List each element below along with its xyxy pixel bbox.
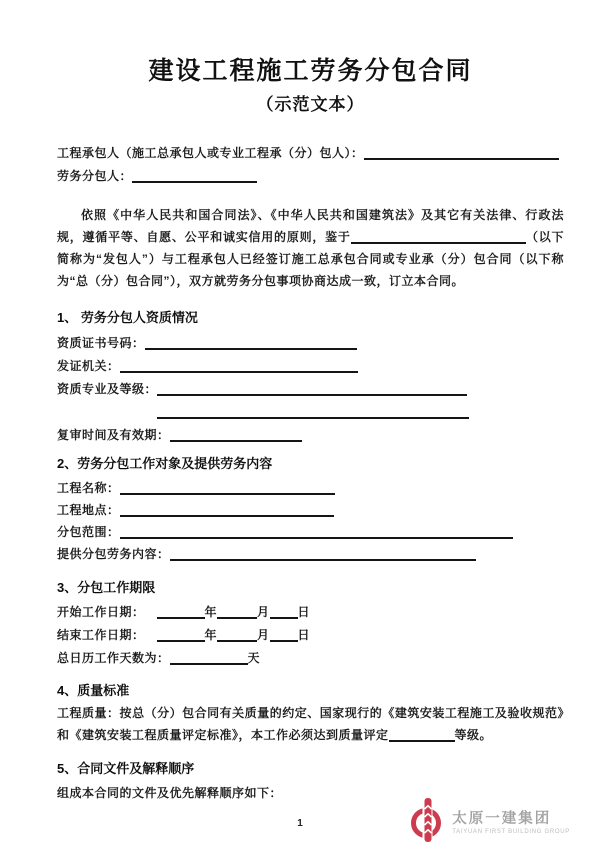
fill-in-blank xyxy=(145,336,357,350)
fill-in-blank xyxy=(132,169,257,183)
field-project-name xyxy=(57,477,564,499)
fill-in-blank xyxy=(157,382,467,396)
text-segment: 工程承包人（施工总承包人或专业工程承（分）包人）： xyxy=(57,146,364,160)
fill-in-blank xyxy=(170,428,302,442)
text-segment: 月 xyxy=(257,628,270,642)
text-segment: （以下简称为“发包人”）与工程承包人已经签订施工总承包合同或专业承（分）包合同（以下称为“总（分）包合同”），双方就劳务分包事项协商达成一致，订立本合同。 xyxy=(57,230,564,288)
document-title: 建设工程施工劳务分包合同 xyxy=(148,57,473,85)
text-segment: 总日历工作天数为： xyxy=(57,651,170,665)
field-start-work-date xyxy=(57,601,564,624)
fill-in-blank xyxy=(364,146,559,160)
taiyuan-first-building-group-emblem-icon xyxy=(410,796,446,849)
fill-in-blank xyxy=(120,525,513,539)
field-issuing-authority xyxy=(57,355,564,378)
text-segment: 结束工作日期： xyxy=(57,628,145,642)
text-segment: 提供分包劳务内容： xyxy=(57,547,170,561)
text-segment: 日 xyxy=(297,605,311,619)
field-engineering-contractor xyxy=(57,142,564,165)
text-segment: 开始工作日期： xyxy=(57,605,145,619)
field-total-calendar-work-days xyxy=(57,647,564,670)
fill-in-blank xyxy=(217,605,257,619)
fill-in-blank xyxy=(170,651,248,665)
heading-section-1: 1、 劳务分包人资质情况 xyxy=(57,310,198,325)
text-segment: 年 xyxy=(204,628,218,642)
fill-in-blank xyxy=(270,605,298,619)
text-segment: 组成本合同的文件及优先解释顺序如下： xyxy=(57,786,283,800)
text-segment: 依照《中华人民共和国合同法》、《中华人民共和国建筑法》及其它有关法律、行政法规，遵循平等、自愿、公平和诚实信用的原则，鉴于 xyxy=(57,208,564,244)
fill-in-blank xyxy=(120,481,335,495)
fill-in-blank xyxy=(389,728,455,742)
heading-section-3: 3、分包工作期限 xyxy=(57,580,156,595)
fill-in-blank xyxy=(120,359,358,373)
document-subtitle: （示范文本） xyxy=(256,95,365,114)
document-blocks xyxy=(57,142,564,804)
text-segment: 复审时间及有效期： xyxy=(57,428,170,442)
field-end-work-date xyxy=(57,624,564,647)
quality-standard-paragraph xyxy=(57,702,564,746)
text-segment: 工程名称： xyxy=(57,481,120,495)
text-segment: 日 xyxy=(297,628,311,642)
field-qualification-specialty-grade-continued xyxy=(57,401,564,424)
text-segment: 发证机关： xyxy=(57,359,120,373)
field-qualification-certificate-no xyxy=(57,332,564,355)
fill-in-blank xyxy=(157,605,205,619)
heading-section-5: 5、合同文件及解释顺序 xyxy=(57,761,195,776)
text-segment: 天 xyxy=(247,651,261,665)
text-segment: 工程地点： xyxy=(57,503,120,517)
company-name-en: TAIYUAN FIRST BUILDING GROUP xyxy=(452,828,570,835)
text-segment: 资质专业及等级： xyxy=(57,382,158,396)
heading-section-2: 2、劳务分包工作对象及提供劳务内容 xyxy=(57,456,273,471)
text-segment: 年 xyxy=(204,605,218,619)
intro-paragraph xyxy=(57,204,564,292)
fill-in-blank xyxy=(157,628,205,642)
fill-in-blank xyxy=(157,405,469,419)
field-labor-subcontractor xyxy=(57,165,564,188)
text-segment: 等级。 xyxy=(454,728,493,742)
fill-in-blank xyxy=(170,547,476,561)
heading-section-4: 4、质量标准 xyxy=(57,683,130,698)
fill-in-blank xyxy=(351,230,526,244)
field-project-location xyxy=(57,499,564,521)
fill-in-blank xyxy=(217,628,257,642)
text-segment: 劳务分包人： xyxy=(57,169,133,183)
fill-in-blank xyxy=(120,503,334,517)
company-logo xyxy=(410,796,570,849)
field-qualification-specialty-grade xyxy=(57,378,564,401)
company-logo-text xyxy=(452,810,570,836)
page-number: 1 xyxy=(297,818,303,829)
text-segment: 月 xyxy=(257,605,270,619)
field-review-time-validity xyxy=(57,424,564,447)
field-subcontract-scope xyxy=(57,521,564,543)
text-segment: 分包范围： xyxy=(57,525,120,539)
fill-in-blank xyxy=(270,628,298,642)
text-segment: 工程质量：按总（分）包合同有关质量的约定、国家现行的《建筑安装工程施工及验收规范》和《建筑安装工程质量评定标准》，本工作必须达到质量评定 xyxy=(57,706,564,742)
field-labor-service-content xyxy=(57,543,564,565)
text-segment: 资质证书号码： xyxy=(57,336,145,350)
company-name: 太原一建集团 xyxy=(452,810,552,827)
